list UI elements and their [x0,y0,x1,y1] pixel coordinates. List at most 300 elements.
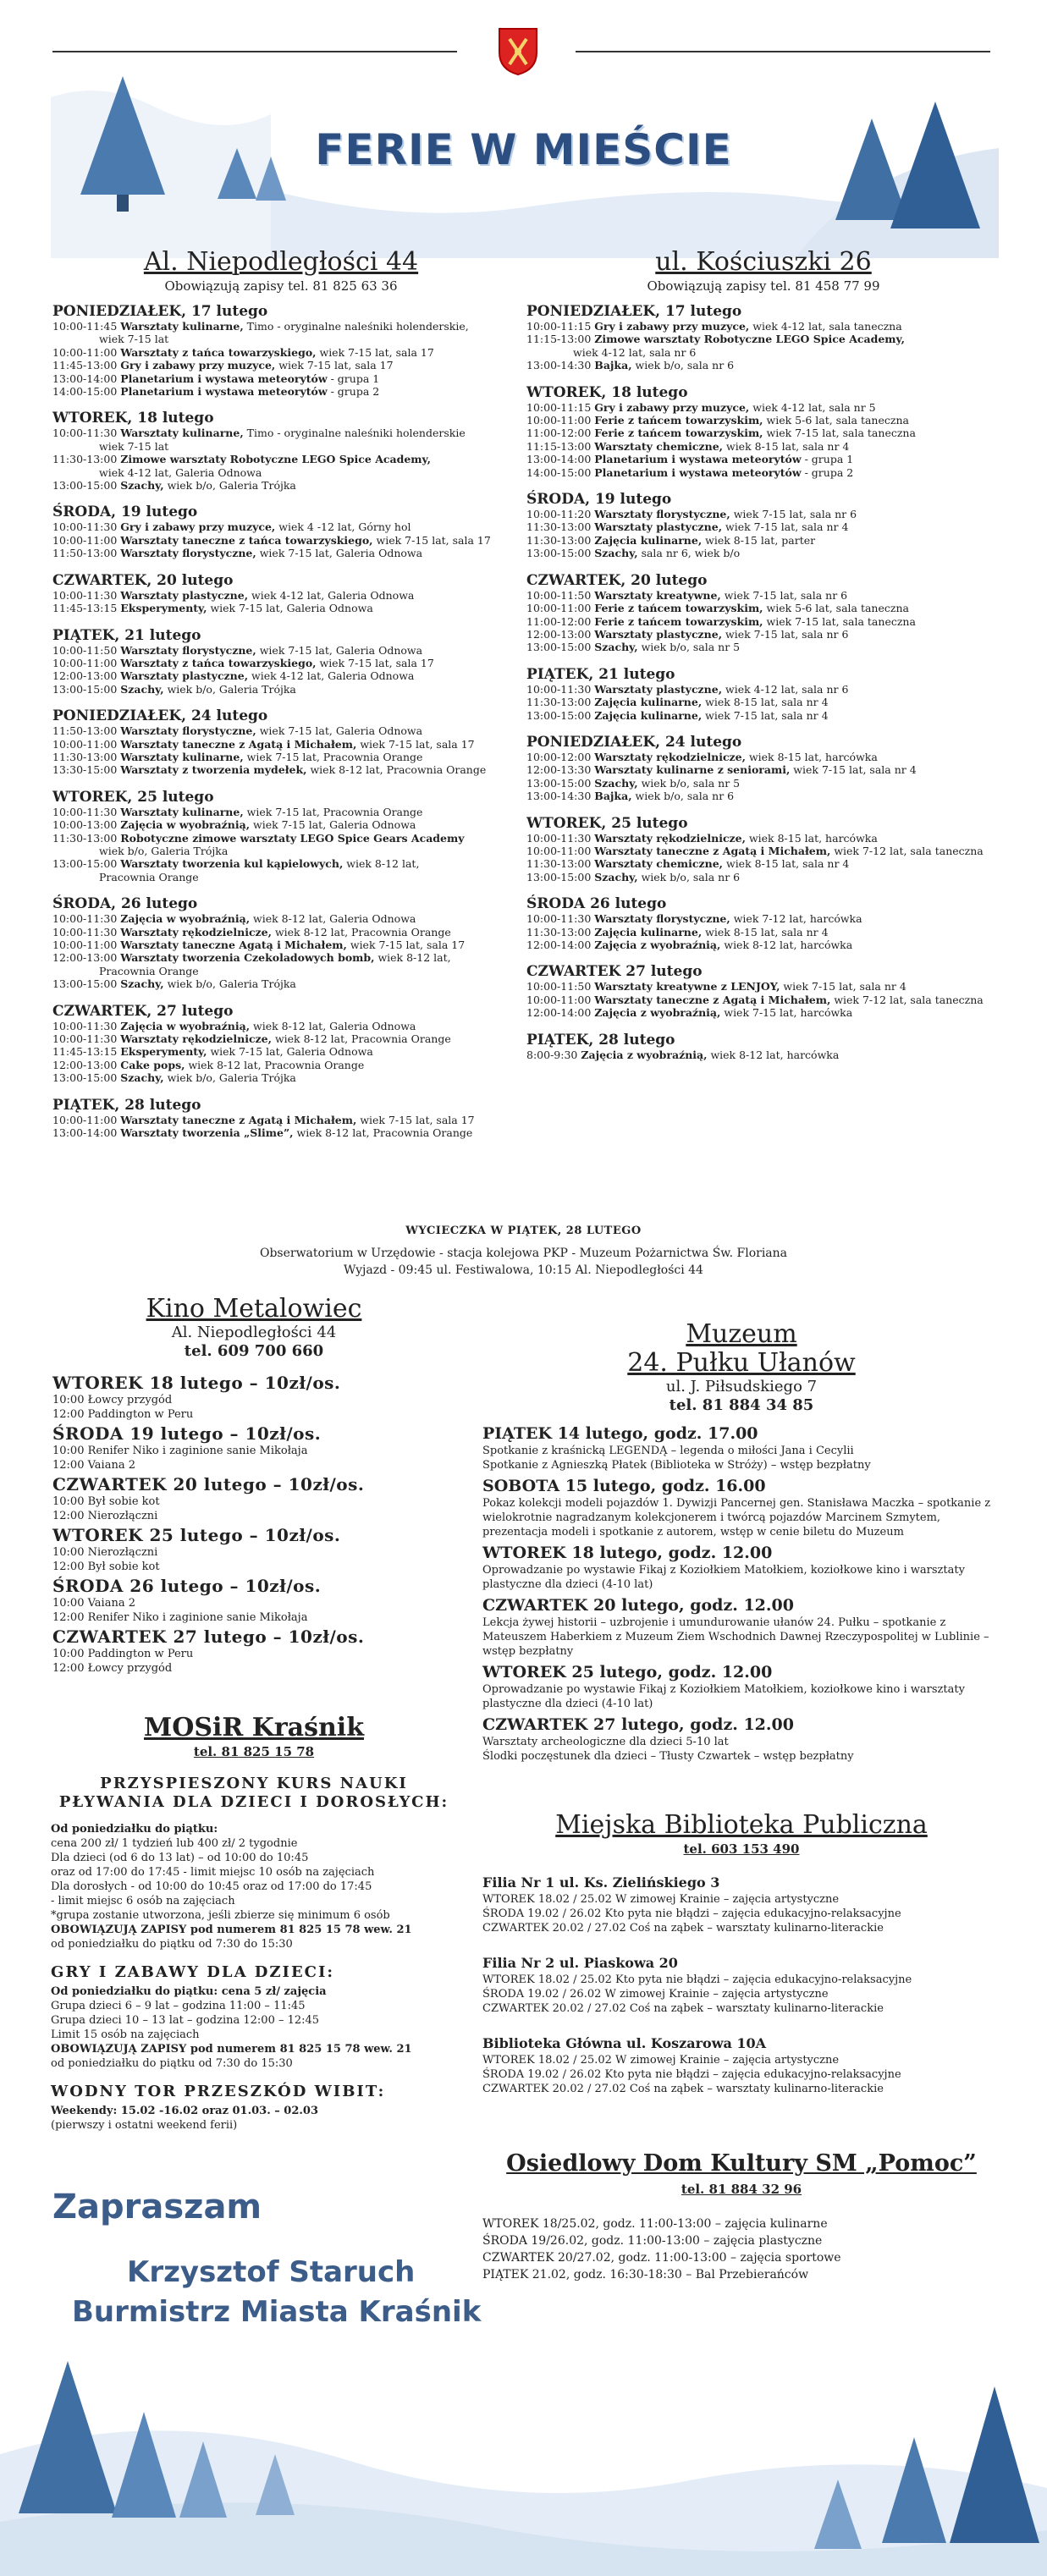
event-row [526,926,1000,938]
event-title: Szachy, [120,1071,164,1085]
event-row [52,1045,510,1058]
event-row [526,763,1000,776]
info-line: Weekendy: 15.02 -16.02 oraz 01.03. – 02.03 [51,2105,318,2117]
event-desc: wiek 8-12 lat, Galeria Odnowa [250,912,416,926]
info-line: OBOWIĄZUJĄ ZAPISY pod numerem 81 825 15 78 wew. 21 [51,1924,412,1936]
event-time: 14:00-15:00 [526,465,595,479]
event-time: 13:00-15:00 [52,479,121,493]
event-desc: wiek 7-15 lat, sala 17 [316,345,434,359]
event-title: Warsztaty z tworzenia mydełek, [120,763,307,777]
kino-day: WTOREK 25 lutego – 10zł/os. [52,1525,341,1545]
event-time: 13:00-15:00 [52,1071,121,1085]
event-title: Warsztaty kulinarne, [120,427,244,440]
event-title: Planetarium i wystawa meteorytów [594,465,802,479]
odk-section [482,2149,1000,2283]
gry-title: GRY I ZABAWY DLA DZIECI: [51,1963,335,1981]
page-title: FERIE W MIEŚCIE [315,125,732,174]
event-time: 10:00-11:30 [52,1032,121,1046]
event-desc: wiek 7-15 lat, harcówka [720,1006,853,1020]
event-desc: wiek 8-15 lat, harcówka [745,831,878,845]
event-row [52,385,510,398]
biblioteka-list [482,1874,1000,2096]
event-time: 13:00-15:00 [526,708,595,722]
event-time: 10:00-11:30 [52,1019,121,1032]
info-line: od poniedziałku do piątku od 7:30 do 15:30 [51,1938,293,1951]
event-row [52,520,510,533]
event-title: Planetarium i wystawa meteorytów [594,453,802,466]
event-desc: wiek 7-15 lat, sala 17 [316,656,434,669]
kino-film: 12:00 Łowcy przygód [52,1662,173,1675]
muzeum-event-text: Lekcja żywej historii – uzbrojenie i umundurowanie ułanów 24. Pułku – spotkanie z Mateuszem Haberkiem z Muzeum Ziem Wschodnich Dawnej Rzeczypospolitej w Lublinie – wstęp bezpłatny [482,1616,989,1658]
event-title: Warsztaty taneczne z Agatą i Michałem, [594,844,831,857]
event-title: Warsztaty plastyczne, [594,520,723,534]
event-time: 10:00-11:30 [526,912,595,926]
event-desc: wiek 4-12 lat, Galeria Odnowa [248,588,415,602]
event-row [526,683,1000,696]
event-title: Szachy, [120,682,164,696]
kino-film: 10:00 Paddington w Peru [52,1648,194,1660]
event-row [52,669,510,682]
event-row [526,359,1000,372]
info-line: Grupa dzieci 6 – 9 lat – godzina 11:00 – 11:45 [51,2000,306,2012]
event-title: Warsztaty florystyczne, [120,643,256,657]
event-time: 10:00-11:30 [526,831,595,845]
kino-day: CZWARTEK 20 lutego – 10zł/os. [52,1474,365,1494]
event-desc: wiek 5-6 lat, sala taneczna [763,414,909,427]
event-title: Warsztaty kulinarne, [120,805,244,818]
event-title: Planetarium i wystawa meteorytów [120,385,328,399]
event-row [52,683,510,696]
event-title: Zajęcia kulinarne, [594,708,703,722]
kino-day: WTOREK 18 lutego – 10zł/os. [52,1373,341,1393]
filia-row: CZWARTEK 20.02 / 27.02 Coś na ząbek – warsztaty kulinarno-literackie [482,2083,884,2095]
kino-film: 10:00 Był sobie kot [52,1495,160,1508]
event-row [52,453,510,479]
event-row [526,520,1000,533]
event-row [52,534,510,547]
kino-list [51,1373,457,1676]
event-row [52,1059,510,1071]
mosir-section [51,1714,457,2133]
event-row [526,333,1000,359]
event-time: 11:00-12:00 [526,427,595,440]
signer-role: Burmistrz Miasta Kraśnik [72,2295,482,2329]
event-time: 10:00-11:00 [526,414,595,427]
day-heading: PIĄTEK, 21 lutego [526,665,675,683]
event-desc: wiek b/o, Galeria Trójka [163,1071,296,1085]
event-title: Warsztaty tworzenia „Slime”, [120,1126,294,1140]
muzeum-event-head: CZWARTEK 27 lutego, godz. 12.00 [482,1715,794,1734]
event-row [52,602,510,614]
event-row [52,1020,510,1032]
event-time: 11:45-13:15 [52,602,121,615]
event-row [526,401,1000,414]
event-title: Ferie z tańcem towarzyskim, [594,414,763,427]
event-time: 11:50-13:00 [52,724,121,738]
trip-line-1: Obserwatorium w Urzędowie - stacja kolejowa PKP - Muzeum Pożarnictwa Św. Floriana [259,1247,788,1260]
odk-list [482,2215,1000,2283]
event-time: 13:00-15:00 [526,641,595,654]
info-line: oraz od 17:00 do 17:45 - limit miejsc 10 osób na zajęciach [51,1866,375,1879]
event-row [526,466,1000,479]
event-time: 11:30-13:00 [52,831,121,845]
event-row [52,751,510,763]
event-time: 10:00-11:45 [52,320,121,333]
event-title: Gry i zabawy przy muzyce, [120,520,276,534]
day-heading: PIĄTEK, 28 lutego [526,1031,675,1049]
muzeum-event-head: PIĄTEK 14 lutego, godz. 17.00 [482,1424,758,1443]
filia-name: Biblioteka Główna ul. Koszarowa 10A [482,2035,767,2051]
event-title: Warsztaty florystyczne, [594,912,730,926]
right-venue-phone: Obowiązują zapisy tel. 81 458 77 99 [647,278,880,294]
event-desc: wiek 7-15 lat, sala nr 4 [790,763,917,777]
event-title: Warsztaty kreatywne, [594,588,721,602]
event-row [526,777,1000,790]
event-time: 13:00-14:00 [52,372,121,385]
muzeum-event-text: Spotkanie z Agnieszką Płatek (Biblioteka w Stróży) – wstęp bezpłatny [482,1459,871,1472]
event-desc: Timo - oryginalne naleśniki holenderskie [243,427,466,440]
event-desc: wiek 7-15 lat, sala taneczna [763,614,916,628]
event-cont: wiek 7-15 lat [99,333,169,346]
kino-film: 10:00 Renifer Niko i zaginione sanie Mikołaja [52,1445,308,1457]
muzeum-name-1: Muzeum [686,1319,797,1349]
event-title: Warsztaty tworzenia kul kąpielowych, [120,857,344,871]
event-row [52,857,510,883]
left-venue-phone: Obowiązują zapisy tel. 81 825 63 36 [164,278,398,294]
event-title: Warsztaty taneczne Agatą i Michałem, [120,938,347,951]
event-title: Bajka, [594,790,632,803]
event-title: Warsztaty plastyczne, [120,588,249,602]
event-desc: wiek 8-15 lat, sala nr 4 [723,439,850,453]
event-title: Eksperymenty, [120,602,207,615]
event-row [52,589,510,602]
event-desc: wiek 4-12 lat, sala taneczna [749,320,902,333]
event-title: Bajka, [594,359,632,372]
event-row [52,657,510,669]
event-title: Zajęcia kulinarne, [594,533,703,547]
event-title: Szachy, [120,977,164,991]
event-title: Planetarium i wystawa meteorytów [120,372,328,385]
info-line: *grupa zostanie utworzona, jeśli zbierze się minimum 6 osób [51,1909,390,1922]
filia-row: WTOREK 18.02 / 25.02 Kto pyta nie błądzi – zajęcia edukacyjno-relaksacyjne [482,1973,912,1986]
event-desc: wiek 8-12 lat, Pracownia Orange [306,763,487,777]
kino-name: Kino Metalowiec [146,1294,362,1324]
event-row [526,414,1000,427]
event-desc: wiek 8-12 lat, Pracownia Orange [293,1126,473,1140]
day-heading: PONIEDZIAŁEK, 24 lutego [526,733,742,751]
event-desc: wiek 8-12 lat, Pracownia Orange [185,1058,365,1071]
event-desc: wiek 8-15 lat, parter [702,533,816,547]
event-title: Warsztaty rękodzielnicze, [120,925,272,938]
event-title: Szachy, [594,776,638,790]
kino-day: ŚRODA 19 lutego – 10zł/os. [52,1423,322,1444]
event-time: 12:00-13:00 [526,627,595,641]
event-title: Zajęcia z wyobraźnią, [594,1006,721,1020]
event-time: 10:00-11:30 [526,682,595,696]
info-line: cena 200 zł/ 1 tydzień lub 400 zł/ 2 tygodnie [51,1837,298,1850]
event-row [526,938,1000,951]
event-cont: wiek 7-15 lat [99,439,169,453]
event-row [52,951,510,977]
event-desc: wiek 7-15 lat, sala taneczna [763,427,916,440]
muzeum-event-text: Spotkanie z kraśnicką LEGENDĄ – legenda o miłości Jana i Cecylii [482,1445,854,1457]
muzeum-event-text: Pokaz kolekcji modeli pojazdów 1. Dywizji Pancernej gen. Stanisława Maczka – spotkanie z wielokrotnie nagradzanym kolekcjonerem i twórcą pojazdów Marcinem Szmytem, prezentacja modeli i spotkanie z autorem, wstęp w cenie biletu do Muzeum [482,1497,991,1538]
filia-row: CZWARTEK 20.02 / 27.02 Coś na ząbek – warsztaty kulinarno-literackie [482,1922,884,1935]
event-title: Warsztaty tworzenia Czekoladowych bomb, [120,951,375,965]
event-row [526,440,1000,453]
signer-name: Krzysztof Staruch [127,2255,416,2289]
event-title: Eksperymenty, [120,1045,207,1059]
event-row [526,589,1000,602]
event-cont: Pracownia Orange [99,870,199,883]
event-time: 12:00-13:00 [52,951,121,965]
event-desc: wiek b/o, sala nr 6 [631,359,735,372]
event-title: Ferie z tańcem towarzyskim, [594,614,763,628]
event-desc: wiek 7-15 lat, sala 17 [346,938,466,951]
day-heading: PONIEDZIAŁEK, 17 lutego [52,303,268,320]
event-title: Warsztaty z tańca towarzyskiego, [120,656,317,669]
trip-line-2: Wyjazd - 09:45 ul. Festiwalowa, 10:15 Al. Niepodległości 44 [344,1263,703,1277]
day-heading: WTOREK, 18 lutego [526,383,688,401]
event-title: Ferie z tańcem towarzyskim, [594,427,763,440]
event-row [52,938,510,951]
muzeum-phone: tel. 81 884 34 85 [669,1396,814,1414]
info-line: Grupa dzieci 10 – 13 lat – godzina 12:00 – 12:45 [51,2014,320,2027]
filia-row: ŚRODA 19.02 / 26.02 W zimowej Krainie – zajęcia artystyczne [482,1988,829,2001]
event-time: 10:00-11:50 [526,588,595,602]
event-time: 13:00-15:00 [526,547,595,560]
event-title: Szachy, [594,547,638,560]
event-desc: wiek b/o, sala nr 5 [637,641,741,654]
event-title: Szachy, [594,870,638,883]
event-title: Warsztaty florystyczne, [594,508,730,521]
muzeum-name-2: 24. Pułku Ułanów [627,1348,856,1378]
day-heading: CZWARTEK, 27 lutego [52,1002,234,1020]
day-heading: ŚRODA 26 lutego [526,895,667,913]
info-line: Limit 15 osób na zajęciach [51,2028,200,2041]
event-desc: - grupa 1 [327,372,380,385]
gry-lines [51,1984,457,2071]
event-time: 10:00-11:50 [526,980,595,994]
muzeum-event-text: Oprowadzanie po wystawie Fikaj z Koziołkiem Matołkiem, koziołkowe kino i warsztaty plastyczne dla dzieci (4-10 lat) [482,1564,965,1591]
tree-icon [948,2386,1041,2556]
event-desc: wiek 8-15 lat, sala nr 4 [702,925,829,938]
event-row [52,806,510,818]
event-desc: wiek b/o, sala nr 6 [637,870,741,883]
event-time: 13:00-14:30 [526,359,595,372]
event-time: 13:00-15:00 [52,682,121,696]
event-row [52,346,510,359]
trip-title: WYCIECZKA W PIĄTEK, 28 LUTEGO [405,1225,642,1237]
kino-section [51,1295,457,1676]
day-heading: PIĄTEK, 28 lutego [52,1096,201,1114]
event-title: Warsztaty kulinarne, [120,750,244,763]
event-row [526,1006,1000,1019]
event-desc: wiek b/o, sala nr 6 [631,790,735,803]
event-desc: wiek 7-15 lat, Pracownia Orange [243,805,423,818]
event-title: Zajęcia w wyobraźnią, [120,1019,251,1032]
filia-row: CZWARTEK 20.02 / 27.02 Coś na ząbek – warsztaty kulinarno-literackie [482,2002,884,2015]
event-row [526,547,1000,559]
event-row [52,738,510,751]
muzeum-event-text: Warsztaty archeologiczne dla dzieci 5-10 lat [482,1736,729,1748]
kino-day: CZWARTEK 27 lutego – 10zł/os. [52,1627,365,1647]
event-desc: wiek 7-15 lat, Galeria Odnowa [256,547,423,560]
info-line: OBOWIĄZUJĄ ZAPISY pod numerem 81 825 15 78 wew. 21 [51,2043,412,2056]
event-title: Warsztaty taneczne z Agatą i Michałem, [120,737,357,751]
kino-day: ŚRODA 26 lutego – 10zł/os. [52,1576,322,1596]
event-title: Warsztaty kulinarne, [120,320,244,333]
muzeum-event-head: WTOREK 18 lutego, godz. 12.00 [482,1544,773,1562]
event-time: 11:15-13:00 [526,333,595,346]
muzeum-event-head: SOBOTA 15 lutego, godz. 16.00 [482,1477,766,1495]
right-venue-heading: ul. Kościuszki 26 [655,247,872,277]
event-time: 10:00-11:20 [526,508,595,521]
day-heading: ŚRODA, 19 lutego [526,491,672,509]
event-desc: wiek 7-15 lat, sala nr 6 [730,508,857,521]
event-desc: wiek 4 -12 lat, Górny hol [275,520,411,534]
odk-row: WTOREK 18/25.02, godz. 11:00-13:00 – zajęcia kulinarne [482,2217,828,2231]
event-time: 14:00-15:00 [52,385,121,399]
event-row [526,320,1000,333]
info-line: od poniedziałku do piątku od 7:30 do 15:30 [51,2057,293,2070]
left-schedule [52,247,510,1139]
filia-row: ŚRODA 19.02 / 26.02 Kto pyta nie błądzi – zajęcia edukacyjno-relaksacyjne [482,2068,901,2081]
muzeum-list [482,1423,1000,1764]
event-cont: wiek b/o, Galeria Trójka [99,844,229,857]
event-desc: wiek 8-15 lat, sala nr 4 [723,857,850,871]
muzeum-event-head: WTOREK 25 lutego, godz. 12.00 [482,1663,773,1682]
event-title: Warsztaty kulinarne z seniorami, [594,763,791,777]
top-rule-left [52,51,457,52]
kino-film: 10:00 Łowcy przygód [52,1394,173,1406]
odk-name: Osiedlowy Dom Kultury SM „Pomoc” [506,2150,977,2177]
event-row [52,547,510,559]
event-time: 10:00-11:15 [526,320,595,333]
event-title: Warsztaty chemiczne, [594,857,724,871]
event-row [526,508,1000,520]
event-title: Zajęcia w wyobraźnią, [120,912,251,926]
event-title: Warsztaty rękodzielnicze, [120,1032,272,1046]
event-desc: - grupa 1 [801,453,854,466]
event-time: 13:00-15:00 [526,776,595,790]
muzeum-event-text: Oprowadzanie po wystawie Fikaj z Koziołkiem Matołkiem, koziołkowe kino i warsztaty plastyczne dla dzieci (4-10 lat) [482,1683,965,1710]
muzeum-section [482,1320,1000,1764]
event-row [52,320,510,346]
event-row [526,534,1000,547]
event-time: 10:00-11:30 [52,912,121,926]
event-time: 10:00-11:00 [526,844,595,857]
event-desc: wiek 7-15 lat, Pracownia Orange [243,750,423,763]
event-time: 11:00-12:00 [526,614,595,628]
event-time: 12:00-14:00 [526,938,595,951]
event-time: 12:00-13:00 [52,669,121,683]
event-time: 11:30-13:00 [526,696,595,709]
event-title: Warsztaty rękodzielnicze, [594,750,746,763]
event-title: Zajęcia kulinarne, [594,925,703,938]
event-time: 10:00-11:00 [52,656,121,669]
event-row [526,709,1000,722]
event-row [526,615,1000,628]
event-desc: wiek 8-12 lat, harcówka [707,1048,840,1061]
event-desc: wiek 8-12 lat, [343,857,420,871]
day-heading: PIĄTEK, 21 lutego [52,626,201,644]
filia-row: WTOREK 18.02 / 25.02 W zimowej Krainie – zajęcia artystyczne [482,1893,840,1906]
day-heading: CZWARTEK 27 lutego [526,963,703,981]
event-desc: sala nr 6, wiek b/o [637,547,741,560]
info-line: - limit miejsc 6 osób na zajęciach [51,1895,235,1907]
event-desc: wiek 4-12 lat, sala nr 5 [749,400,876,414]
kino-film: 12:00 Renifer Niko i zaginione sanie Mikołaja [52,1611,308,1624]
info-line: Od poniedziałku do piątku: [51,1823,218,1836]
event-row [52,1126,510,1139]
event-row [526,696,1000,708]
muzeum-address: ul. J. Piłsudskiego 7 [665,1378,818,1395]
top-rule-right [576,51,990,52]
event-row [52,977,510,990]
event-desc: wiek 8-15 lat, harcówka [745,750,878,763]
left-venue-heading: Al. Niepodległości 44 [143,247,419,277]
trip-section [0,1223,1047,1279]
mosir-phone: tel. 81 825 15 78 [193,1744,315,1759]
event-title: Warsztaty taneczne z Agatą i Michałem, [594,993,831,1006]
tree-icon [17,2361,118,2530]
event-time: 8:00-9:30 [526,1048,581,1061]
event-title: Robotyczne zimowe warsztaty LEGO Spice Gears Academy [120,831,465,845]
muzeum-event-text: Ślodki poczęstunek dla dzieci – Tłusty Czwartek – wstęp bezpłatny [482,1750,854,1763]
event-time: 10:00-13:00 [52,818,121,832]
event-title: Zimowe warsztaty Robotyczne LEGO Spice Academy, [594,333,905,346]
event-time: 10:00-11:00 [52,345,121,359]
event-title: Warsztaty plastyczne, [594,627,723,641]
event-row [52,644,510,657]
odk-row: CZWARTEK 20/27.02, godz. 11:00-13:00 – zajęcia sportowe [482,2251,841,2265]
event-time: 13:00-14:30 [526,790,595,803]
event-title: Warsztaty florystyczne, [120,547,256,560]
kino-film: 12:00 Nierozłączni [52,1510,158,1522]
right-schedule [526,247,1000,1061]
event-title: Zimowe warsztaty Robotyczne LEGO Spice Academy, [120,453,431,466]
event-title: Zajęcia kulinarne, [594,696,703,709]
biblioteka-phone: tel. 603 153 490 [683,1841,800,1857]
event-row [52,832,510,858]
biblioteka-name: Miejska Biblioteka Publiczna [555,1810,928,1840]
day-heading: WTOREK, 25 lutego [526,814,688,832]
event-title: Zajęcia z wyobraźnią, [594,938,721,951]
day-heading: PONIEDZIAŁEK, 24 lutego [52,707,268,725]
event-title: Zajęcia z wyobraźnią, [581,1048,708,1061]
event-title: Warsztaty plastyczne, [594,682,723,696]
day-heading: ŚRODA, 26 lutego [52,895,198,913]
event-desc: wiek 7-12 lat, harcówka [730,912,862,926]
event-row [526,871,1000,883]
event-cont: wiek 4-12 lat, Galeria Odnowa [99,465,262,479]
tree-icon [178,2441,229,2526]
event-row [52,1114,510,1126]
day-heading: CZWARTEK, 20 lutego [526,571,708,589]
event-time: 10:00-11:00 [52,533,121,547]
event-row [52,926,510,938]
event-time: 11:45-13:15 [52,1045,121,1059]
event-row [52,724,510,737]
event-row [526,453,1000,465]
event-title: Cake pops, [120,1058,185,1071]
event-desc: wiek b/o, Galeria Trójka [163,682,296,696]
event-time: 10:00-11:30 [52,805,121,818]
tree-icon [813,2480,863,2556]
event-desc: wiek 7-15 lat, Galeria Odnowa [207,602,373,615]
event-time: 10:00-11:30 [52,427,121,440]
